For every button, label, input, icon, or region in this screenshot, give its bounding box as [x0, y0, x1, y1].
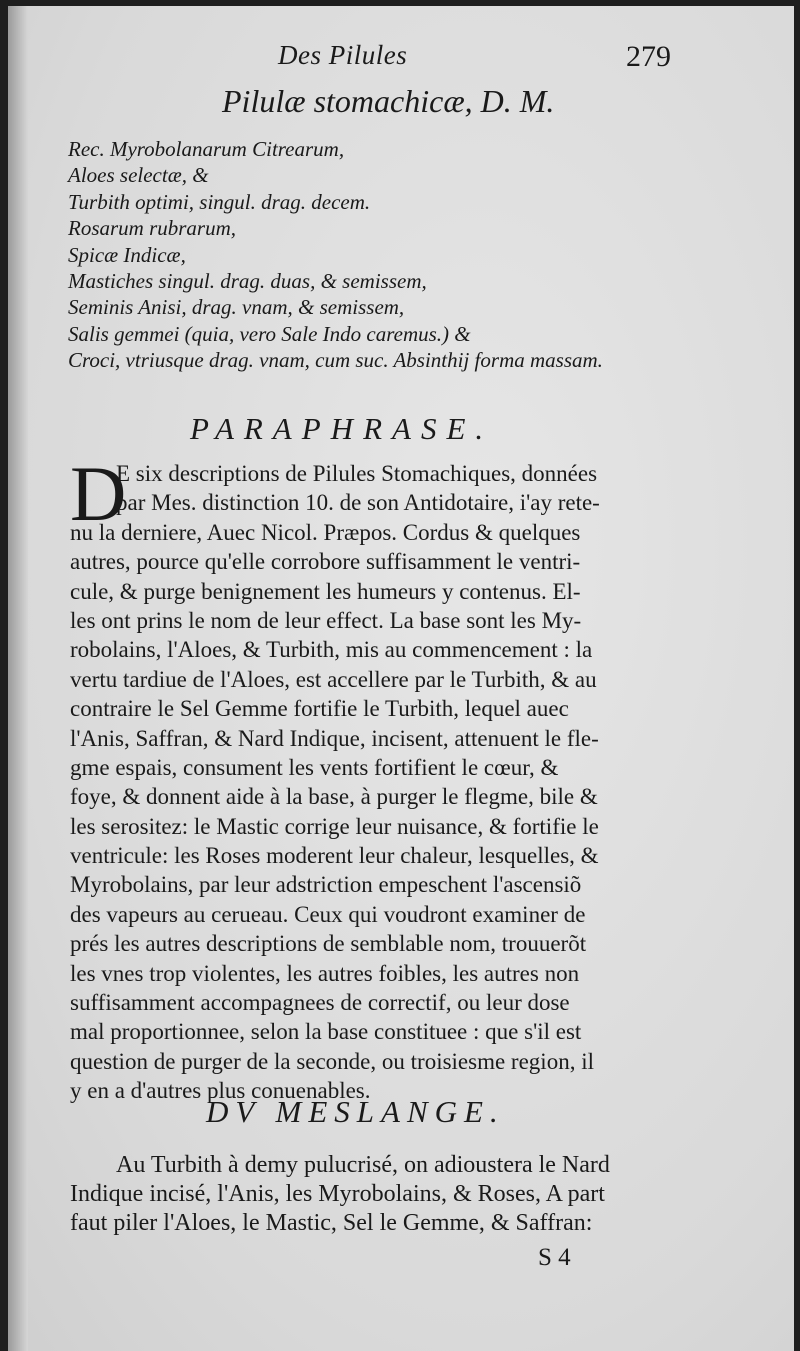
- paraphrase-heading: PARAPHRASE.: [190, 411, 494, 446]
- paraphrase-line: les vnes trop violentes, les autres foibles, les autres non: [70, 960, 580, 986]
- recipe-line: Turbith optimi, singul. drag. decem.: [68, 189, 371, 214]
- paraphrase-line: les ont prins le nom de leur effect. La base sont les My-: [70, 607, 582, 633]
- page-gutter-shadow: [8, 6, 28, 1351]
- recipe-line: Aloes selectæ, &: [68, 163, 209, 188]
- recipe-line: Seminis Anisi, drag. vnam, & semissem,: [68, 295, 405, 320]
- paraphrase-line: des vapeurs au cerueau. Ceux qui voudront examiner de: [70, 901, 586, 927]
- paraphrase-line: cule, & purge benignement les humeurs y contenus. El-: [70, 578, 581, 604]
- paraphrase-line: les serositez: le Mastic corrige leur nuisance, & fortifie le: [70, 813, 599, 839]
- recipe-title: Pilulæ stomachicæ, D. M.: [222, 83, 555, 119]
- recipe-line: Croci, vtriusque drag. vnam, cum suc. Absinthij forma massam.: [68, 348, 603, 373]
- paraphrase-line: robolains, l'Aloes, & Turbith, mis au commencement : la: [70, 637, 593, 663]
- recipe-line: Mastiches singul. drag. duas, & semissem,: [68, 268, 427, 293]
- paraphrase-line: suffisamment accompagnees de correctif, ou leur dose: [70, 990, 570, 1016]
- paraphrase-line: question de purger de la seconde, ou troisiesme region, il: [70, 1048, 594, 1074]
- paraphrase-line: l'Anis, Saffran, & Nard Indique, incisent, attenuent le fle-: [70, 725, 599, 751]
- paraphrase-line: Myrobolains, par leur adstriction empeschent l'ascensiõ: [70, 872, 582, 898]
- running-head: [8, 34, 794, 78]
- meslange-line: faut piler l'Aloes, le Mastic, Sel le Gemme, & Saffran:: [70, 1210, 593, 1236]
- recipe-line: Spicæ Indicæ,: [68, 242, 186, 267]
- paraphrase-line: vertu tardiue de l'Aloes, est accellere par le Turbith, & au: [70, 666, 597, 692]
- paraphrase-line: E six descriptions de Pilules Stomachiques, données: [116, 461, 598, 486]
- recipe-line: Salis gemmei (quia, vero Sale Indo caremus.) &: [68, 321, 471, 346]
- meslange-line: Au Turbith à demy pulucrisé, on adioustera le Nard: [116, 1152, 610, 1178]
- paraphrase-line: foye, & donnent aide à la base, à purger le flegme, bile &: [70, 784, 598, 810]
- running-title: Des Pilules: [278, 40, 408, 70]
- book-page: [8, 6, 794, 1351]
- meslange-heading: DV MESLANGE.: [206, 1094, 505, 1129]
- paraphrase-line: ventricule: les Roses moderent leur chaleur, lesquelles, &: [70, 843, 599, 869]
- paraphrase-line: nu la derniere, Auec Nicol. Præpos. Cordus & quelques: [70, 519, 581, 545]
- recipe-ingredient-list: [68, 136, 768, 374]
- signature-mark: S 4: [538, 1244, 571, 1271]
- paraphrase-body: [70, 450, 680, 1106]
- meslange-line: Indique incisé, l'Anis, les Myrobolains, & Roses, A part: [70, 1181, 605, 1207]
- drop-capital: D: [70, 450, 127, 537]
- paraphrase-line: gme espais, consument les vents fortifient le cœur, &: [70, 754, 559, 780]
- meslange-body: [70, 1151, 690, 1238]
- paraphrase-line: autres, pource qu'elle corrobore suffisamment le ventri-: [70, 549, 581, 575]
- recipe-line: Rosarum rubrarum,: [68, 216, 237, 241]
- page-number: 279: [626, 40, 671, 73]
- paraphrase-line: contraire le Sel Gemme fortifie le Turbith, lequel auec: [70, 696, 569, 722]
- paraphrase-line: y en a d'autres plus conuenables.: [70, 1078, 371, 1104]
- paraphrase-line: prés les autres descriptions de semblable nom, trouuerõt: [70, 931, 587, 957]
- paraphrase-line: mal proportionnee, selon la base constituee : que s'il est: [70, 1019, 582, 1045]
- recipe-line: Rec. Myrobolanarum Citrearum,: [68, 137, 345, 161]
- paraphrase-line: par Mes. distinction 10. de son Antidotaire, i'ay rete-: [116, 490, 600, 516]
